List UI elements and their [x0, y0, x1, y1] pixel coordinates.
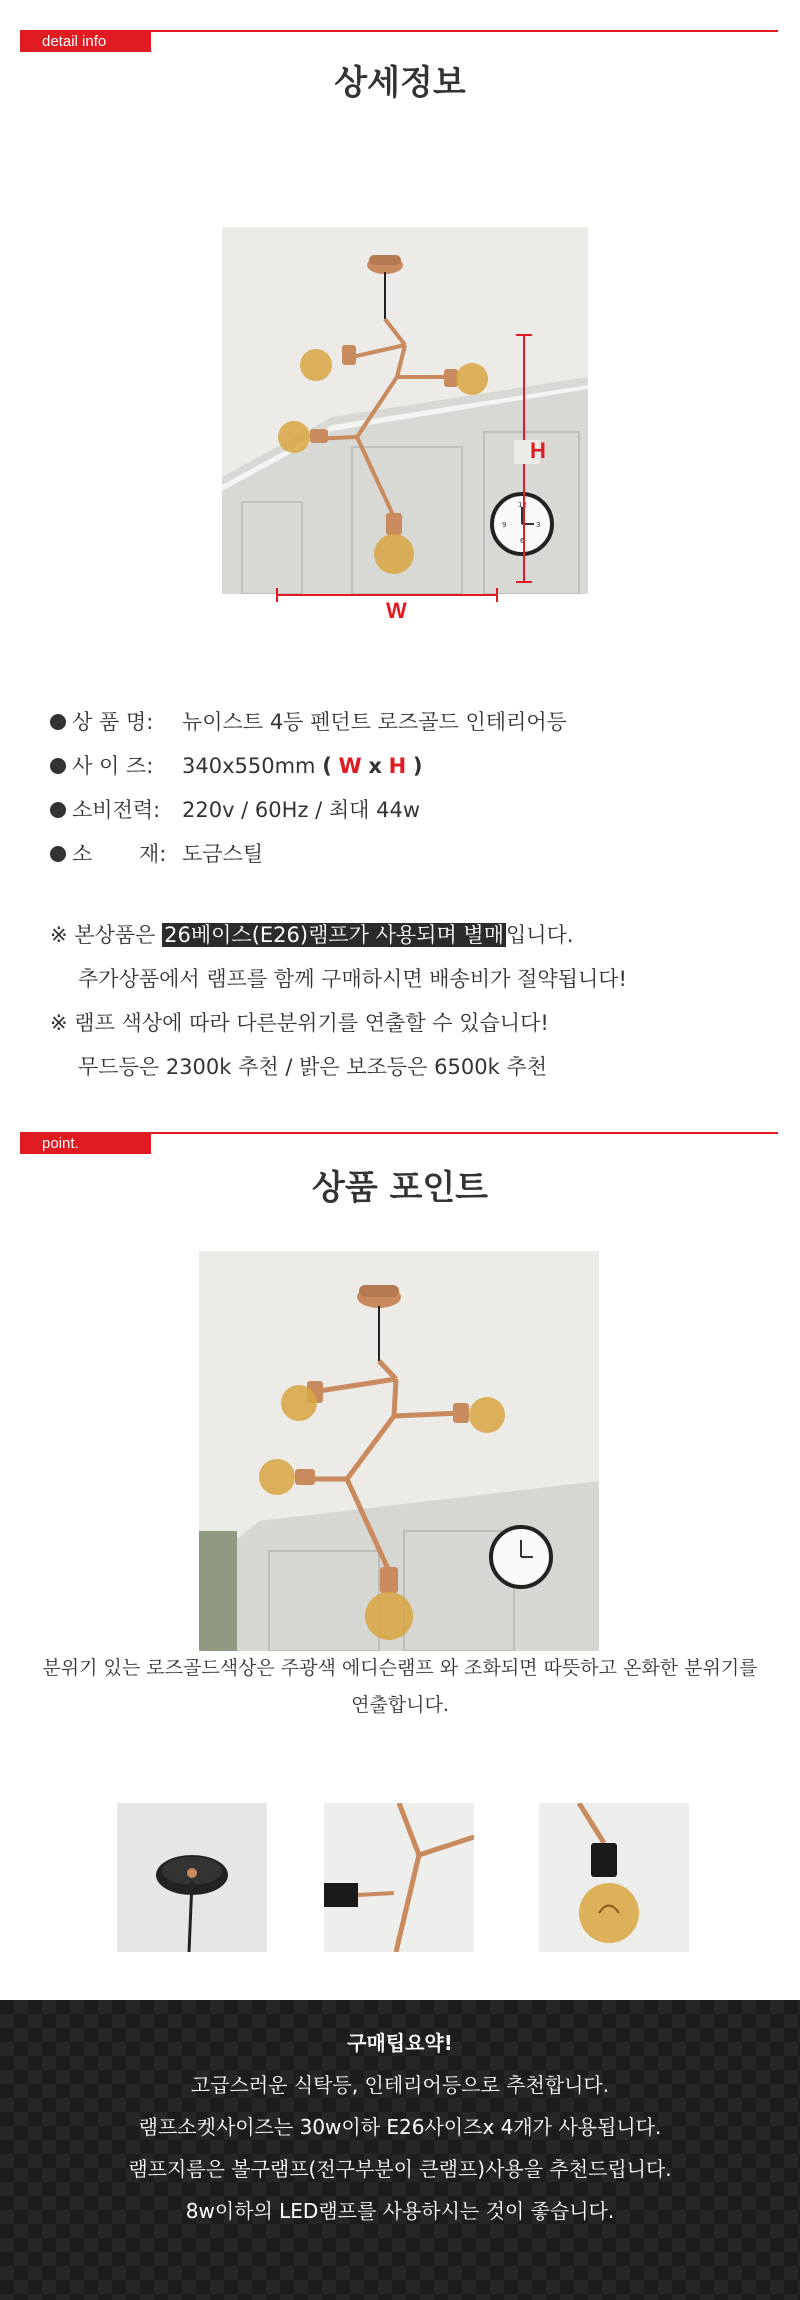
spec-list [50, 700, 567, 876]
note-text: 램프 색상에 따라 다른분위기를 연출할 수 있습니다! [74, 1011, 549, 1035]
spec-label: 소 재: [72, 842, 167, 866]
note-text: 본상품은 [74, 923, 163, 947]
spec-row-size [50, 744, 567, 788]
caption-line: 분위기 있는 로즈골드색상은 주광색 에디슨램프 와 조화되면 따뜻하고 온화한 분위기를 [42, 1657, 758, 1679]
note-text: 입니다. [506, 923, 574, 947]
bullet-icon [50, 758, 66, 774]
detail-title: 상세정보 [334, 63, 466, 103]
spec-label: 사 이 즈: [72, 754, 154, 778]
detail-info-tag: detail info [20, 31, 151, 52]
height-label: H [530, 438, 546, 463]
width-label: W [386, 598, 407, 623]
point-bar [20, 1122, 778, 1154]
tips-line: 고급스러운 식탁등, 인테리어등으로 추천합니다. [190, 2073, 610, 2097]
tips-line: 8w이하의 LED램프를 사용하시는 것이 좋습니다. [185, 2199, 615, 2223]
point-title: 상품 포인트 [311, 1168, 489, 1208]
tips-line: 램프소켓사이즈는 30w이하 E26사이즈x 4개가 사용됩니다. [138, 2115, 662, 2139]
spec-value: 뉴이스트 4등 펜던트 로즈골드 인테리어등 [182, 710, 567, 734]
lamp-photo [199, 1251, 599, 1651]
product-photo-large [199, 1251, 599, 1651]
point-caption [10, 1650, 790, 1724]
spec-row-power [50, 788, 567, 832]
note-line: 추가상품에서 램프를 함께 구매하시면 배송비가 절약됩니다! [78, 967, 627, 991]
tips-line: 램프지름은 볼구램프(전구부분이 큰램프)사용을 추천드립니다. [128, 2157, 672, 2181]
note-mark: ※ [50, 1011, 68, 1035]
joint-detail [324, 1803, 474, 1952]
clock-number: 3 [536, 521, 541, 529]
clock-number: 12 [518, 501, 527, 509]
spec-value: 220v / 60Hz / 최대 44w [182, 798, 421, 822]
purchase-tips-band [0, 2000, 800, 2300]
thumbnail-canopy [117, 1803, 267, 1952]
notes-block [50, 913, 627, 1089]
note-line [50, 913, 627, 957]
clock-number: 6 [520, 537, 525, 545]
spec-value: 340x550mm [182, 754, 316, 778]
spec-row-product-name [50, 700, 567, 744]
size-x-letter: x [368, 754, 382, 778]
note-line: 무드등은 2300k 추천 / 밝은 보조등은 6500k 추천 [78, 1055, 548, 1079]
clock-number: 9 [502, 521, 507, 529]
tips-content [0, 2000, 800, 2232]
caption-line: 연출합니다. [351, 1694, 449, 1716]
size-w-letter: W [338, 754, 362, 778]
tips-title: 구매팁요약! [347, 2031, 453, 2055]
canopy-detail [117, 1803, 267, 1952]
size-h-letter: H [388, 754, 407, 778]
spec-row-material [50, 832, 567, 876]
detail-info-bar [20, 20, 778, 52]
bullet-icon [50, 714, 66, 730]
size-close-paren: ) [412, 754, 423, 778]
note-mark: ※ [50, 923, 68, 947]
note-line [50, 1001, 627, 1045]
bullet-icon [50, 846, 66, 862]
size-open-paren: ( [322, 754, 332, 778]
spec-label: 소비전력: [72, 798, 161, 822]
spec-label: 상 품 명: [72, 710, 154, 734]
bullet-icon [50, 802, 66, 818]
thumbnail-bulb [539, 1803, 689, 1952]
spec-value: 도금스틸 [182, 842, 264, 866]
note-highlight: 26베이스(E26)램프가 사용되며 별매 [164, 923, 505, 947]
point-tag: point. [20, 1133, 151, 1154]
thumbnail-joint [324, 1803, 474, 1952]
bulb-detail [539, 1803, 689, 1952]
